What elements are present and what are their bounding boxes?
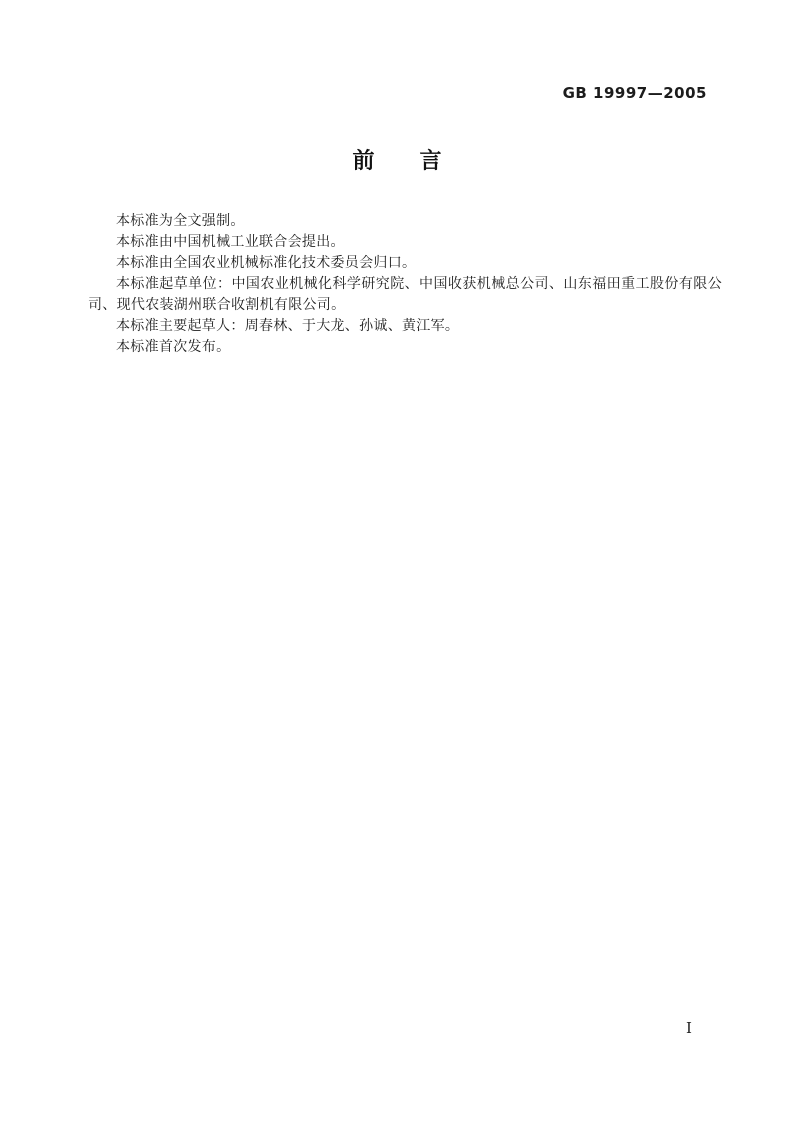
foreword-paragraph-first-issue: 本标准首次发布。 bbox=[116, 339, 231, 355]
page-number: I bbox=[686, 1019, 692, 1037]
foreword-paragraph-mandatory: 本标准为全文强制。 bbox=[116, 213, 245, 229]
standard-number: GB 19997—2005 bbox=[562, 84, 707, 102]
foreword-paragraph-drafting-organizations: 本标准起草单位：中国农业机械化科学研究院、中国收获机械总公司、山东福田重工股份有限公司、现代农装湖州联合收割机有限公司。 bbox=[88, 276, 722, 313]
foreword-paragraph-proposed-by: 本标准由中国机械工业联合会提出。 bbox=[116, 234, 345, 250]
foreword-paragraph-under-jurisdiction: 本标准由全国农业机械标准化技术委员会归口。 bbox=[116, 255, 417, 271]
title-char-first: 前 bbox=[352, 149, 375, 174]
title-char-second: 言 bbox=[419, 149, 442, 174]
foreword-paragraph-chief-drafters: 本标准主要起草人：周春林、于大龙、孙诚、黄江军。 bbox=[116, 318, 460, 334]
foreword-body bbox=[88, 211, 722, 358]
page-title bbox=[0, 149, 794, 175]
